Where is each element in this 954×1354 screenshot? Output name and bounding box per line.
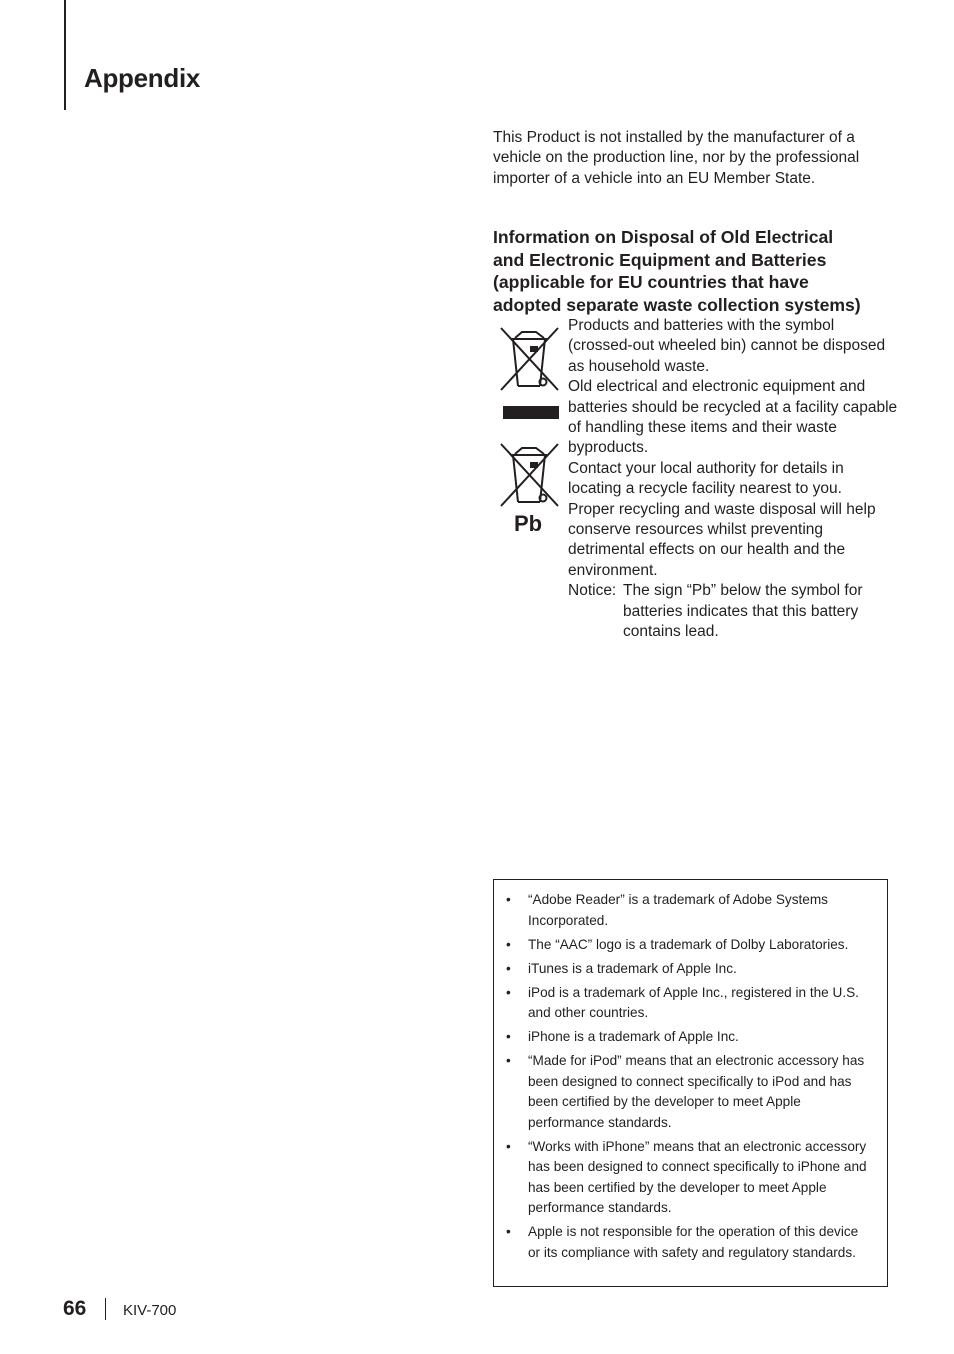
bullet-icon: • — [506, 1053, 511, 1068]
intro-paragraph: This Product is not installed by the manufacturer of a vehicle on the production line, nor by the professional importer of a vehicle into an EU Member State. — [493, 129, 860, 187]
disposal-heading-line: (applicable for EU countries that have — [493, 272, 809, 293]
trademark-item — [506, 890, 873, 931]
trademark-text: “Adobe Reader” is a trademark of Adobe Systems Incorporated. — [528, 892, 828, 928]
notice-label: Notice: — [568, 582, 617, 600]
trademark-item — [506, 935, 873, 956]
trademark-text: “Made for iPod” means that an electronic accessory has been designed to connect specifically to iPod and has been certified by the developer to meet Apple performance standards. — [528, 1053, 865, 1130]
bullet-icon: • — [506, 960, 511, 976]
crossed-out-wheeled-bin-icon — [498, 442, 562, 508]
pb-mark: Pb — [514, 511, 543, 536]
footer-divider — [105, 1298, 106, 1320]
bullet-icon: • — [506, 984, 511, 1000]
disposal-heading-line: adopted separate waste collection systems) — [493, 295, 861, 316]
bullet-icon: • — [506, 1224, 511, 1239]
disposal-symbols — [498, 326, 562, 546]
trademark-text: “Works with iPhone” means that an electronic accessory has been designed to connect specifically to iPhone and has been certified by the developer to meet Apple performance standards. — [528, 1138, 867, 1215]
page-title: Appendix — [84, 63, 201, 93]
trademark-list — [494, 880, 887, 1263]
trademark-item — [506, 1222, 873, 1263]
trademark-item — [506, 983, 873, 1024]
page-number: 66 — [63, 1297, 87, 1320]
notice — [568, 581, 898, 642]
trademark-text: iPhone is a trademark of Apple Inc. — [528, 1029, 739, 1044]
disposal-paragraph: Contact your local authority for details in locating a recycle facility nearest to you. — [568, 459, 844, 498]
trademark-text: The “AAC” logo is a trademark of Dolby Laboratories. — [528, 936, 849, 952]
model-name: KIV-700 — [123, 1302, 177, 1319]
disposal-heading-line: Information on Disposal of Old Electrical — [493, 227, 834, 247]
trademark-item — [506, 1051, 873, 1133]
separate-collection-bar — [503, 406, 559, 419]
crossed-out-wheeled-bin-icon — [498, 326, 562, 392]
trademark-item — [506, 959, 873, 980]
disposal-body — [568, 316, 898, 643]
header-divider — [64, 0, 66, 110]
notice-text: The sign “Pb” below the symbol for batteries indicates that this battery contains lead. — [623, 582, 863, 641]
disposal-heading — [493, 226, 903, 317]
trademark-text: Apple is not responsible for the operation of this device or its compliance with safety and regulatory standards. — [528, 1224, 859, 1260]
bullet-icon: • — [506, 1029, 511, 1044]
trademark-text: iPod is a trademark of Apple Inc., registered in the U.S. and other countries. — [528, 984, 859, 1020]
trademark-text: iTunes is a trademark of Apple Inc. — [528, 960, 737, 976]
disposal-paragraph: Products and batteries with the symbol (crossed-out wheeled bin) cannot be disposed as household waste. — [568, 317, 886, 375]
trademark-item — [506, 1137, 873, 1219]
disposal-paragraph: Old electrical and electronic equipment and batteries should be recycled at a facility capable of handling these items and their waste byproducts. — [568, 378, 898, 457]
bullet-icon: • — [506, 936, 511, 952]
disposal-paragraph: Proper recycling and waste disposal will help conserve resources whilst preventing detrimental effects on our health and the environment. — [568, 500, 876, 579]
trademark-item — [506, 1027, 873, 1048]
bullet-icon: • — [506, 892, 511, 907]
trademark-box — [493, 879, 888, 1287]
disposal-heading-line: and Electronic Equipment and Batteries — [493, 249, 827, 270]
bullet-icon: • — [506, 1138, 511, 1154]
